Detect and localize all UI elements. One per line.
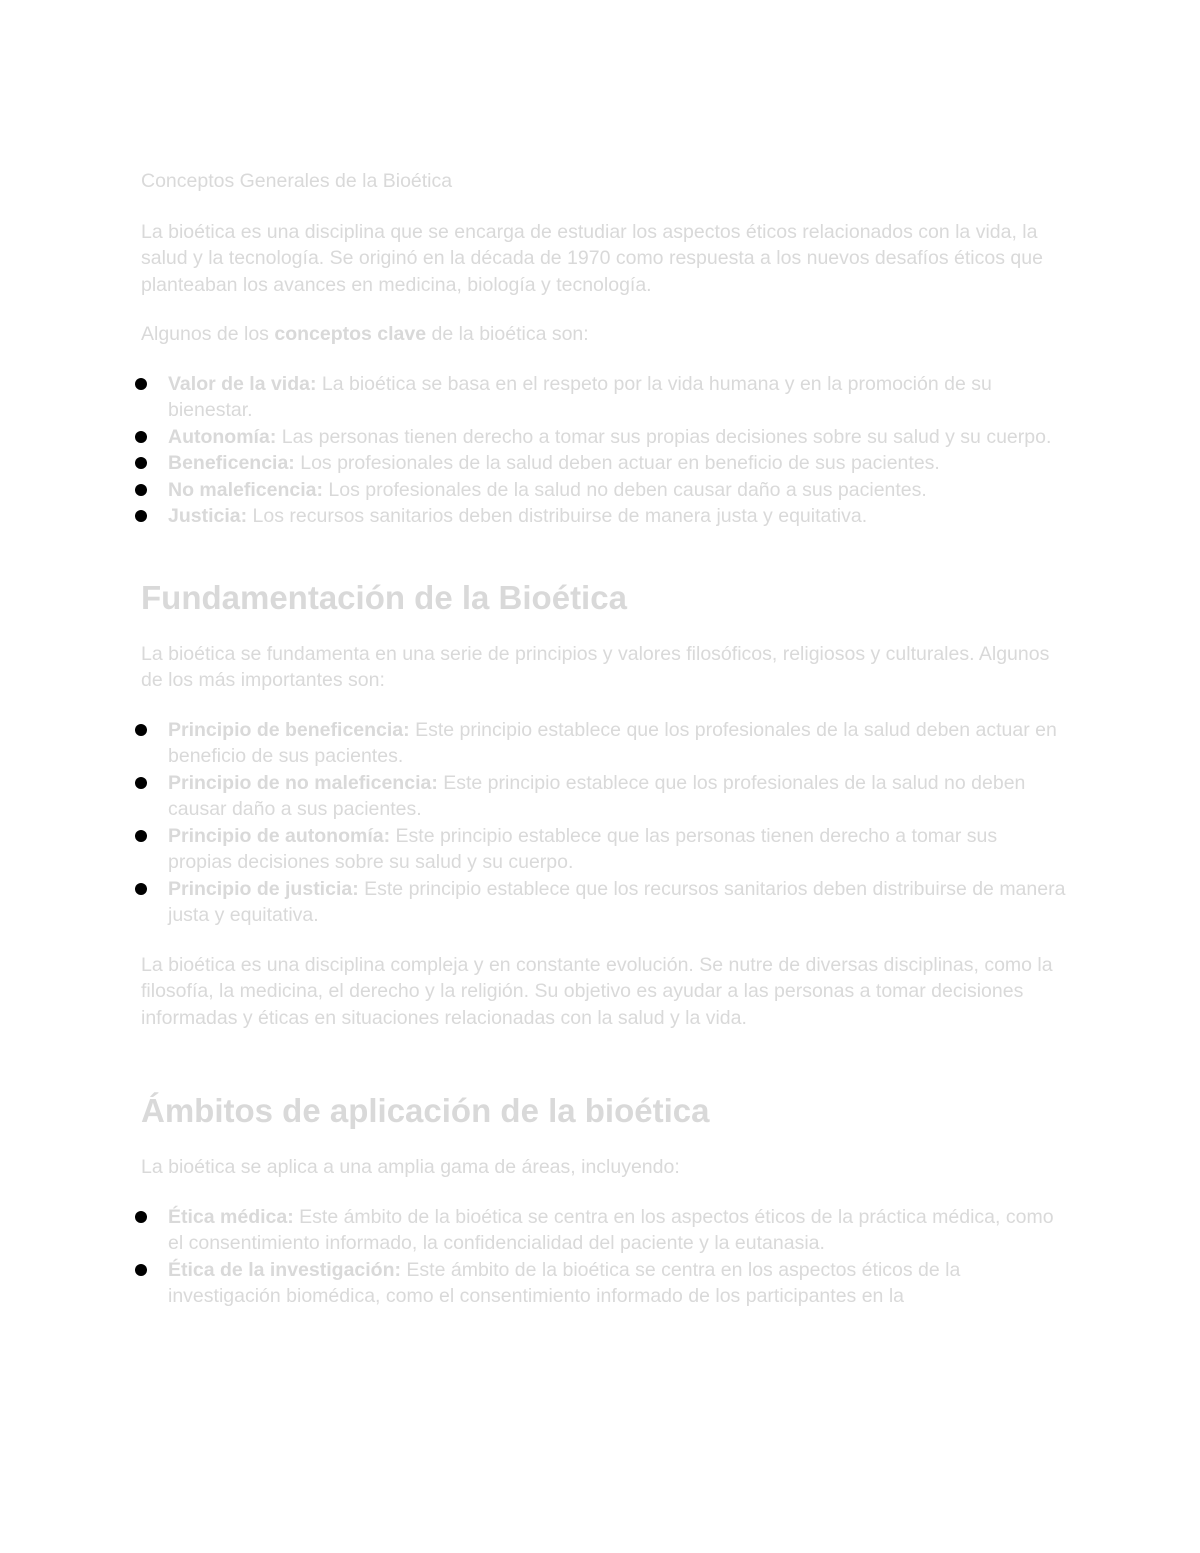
bullet-icon <box>135 830 147 842</box>
list-item <box>141 876 1066 929</box>
list-item-text: Este ámbito de la bioética se centra en los aspectos éticos de la práctica médica, como el consentimiento informado, la confidencialidad del paciente y la eutanasia. <box>168 1205 1054 1254</box>
ambitos-list <box>141 1204 1066 1310</box>
fundamentacion-closing: La bioética es una disciplina compleja y en constante evolución. Se nutre de diversas disciplinas, como la filosofía, la medicina, el derecho y la religión. Su objetivo es ayudar a las personas a tomar decisiones informadas y éticas en situaciones relacionadas con la salud y la vida. <box>141 953 1053 1029</box>
list-item <box>141 503 1066 530</box>
bullet-icon <box>135 1264 147 1276</box>
bullet-icon <box>135 1211 147 1223</box>
list-item-term: Principio de justicia: <box>168 877 359 900</box>
list-item-text: Este principio establece que los recursos sanitarios deben distribuirse de manera justa y equitativa. <box>168 877 1066 926</box>
intro-paragraph: La bioética es una disciplina que se encarga de estudiar los aspectos éticos relacionados con la vida, la salud y la tecnología. Se originó en la década de 1970 como respuesta a los nuevos desafíos éticos que planteaban los avances en medicina, biología y tecnología. <box>141 220 1043 296</box>
list-item-text: Los recursos sanitarios deben distribuirse de manera justa y equitativa. <box>247 505 868 527</box>
fundamentacion-intro: La bioética se fundamenta en una serie de principios y valores filosóficos, religiosos y culturales. Algunos de los más importantes son: <box>141 642 1050 691</box>
list-item-text: Este principio establece que los profesionales de la salud no deben causar daño a sus pacientes. <box>168 771 1026 820</box>
list-item-term: Valor de la vida: <box>168 372 317 395</box>
list-item-text: Este ámbito de la bioética se centra en los aspectos éticos de la investigación biomédica, como el consentimiento informado de los participantes en la <box>168 1258 961 1307</box>
list-item <box>141 823 1066 876</box>
key-concepts-lead <box>141 321 1066 348</box>
bullet-icon <box>135 510 147 522</box>
principles-list <box>141 717 1066 929</box>
list-item <box>141 371 1066 424</box>
list-item <box>141 424 1066 451</box>
list-item-term: Justicia: <box>168 505 248 527</box>
list-item <box>141 450 1066 477</box>
bullet-icon <box>135 883 147 895</box>
list-item-text: Los profesionales de la salud deben actuar en beneficio de sus pacientes. <box>294 452 940 474</box>
lead-text-bold: conceptos clave <box>274 323 427 345</box>
list-item-term: Principio de autonomía: <box>168 824 391 847</box>
list-item <box>141 770 1066 823</box>
list-item <box>141 477 1066 504</box>
lead-text-after: de la bioética son: <box>426 323 589 345</box>
document-title: Conceptos Generales de la Bioética <box>141 170 453 192</box>
section-heading-ambitos: Ámbitos de aplicación de la bioética <box>141 1092 710 1129</box>
list-item-text: La bioética se basa en el respeto por la vida humana y en la promoción de su bienestar. <box>168 372 992 421</box>
bullet-icon <box>135 724 147 736</box>
list-item-term: No maleficencia: <box>168 478 323 501</box>
ambitos-intro: La bioética se aplica a una amplia gama de áreas, incluyendo: <box>141 1156 680 1178</box>
list-item-text: Este principio establece que los profesionales de la salud deben actuar en beneficio de sus pacientes. <box>168 718 1057 767</box>
list-item-text: Este principio establece que las personas tienen derecho a tomar sus propias decisiones sobre su salud y su cuerpo. <box>168 824 998 873</box>
bullet-icon <box>135 777 147 789</box>
list-item-term: Autonomía: <box>168 425 277 448</box>
key-concepts-list <box>141 371 1066 530</box>
list-item <box>141 1257 1066 1310</box>
list-item-term: Ética médica: <box>168 1205 294 1228</box>
list-item-text: Los profesionales de la salud no deben causar daño a sus pacientes. <box>322 478 927 501</box>
bullet-icon <box>135 484 147 496</box>
bullet-icon <box>135 378 147 390</box>
list-item <box>141 1204 1066 1257</box>
document-page <box>141 168 1066 1310</box>
list-item-term: Principio de no maleficencia: <box>168 771 438 794</box>
bullet-icon <box>135 457 147 469</box>
bullet-icon <box>135 431 147 443</box>
list-item-term: Beneficencia: <box>168 452 295 474</box>
list-item-term: Ética de la investigación: <box>168 1258 401 1281</box>
lead-text-before: Algunos de los <box>141 323 275 345</box>
list-item-term: Principio de beneficencia: <box>168 718 410 741</box>
list-item-text: Las personas tienen derecho a tomar sus propias decisiones sobre su salud y su cuerpo. <box>276 425 1052 448</box>
list-item <box>141 717 1066 770</box>
section-heading-fundamentacion: Fundamentación de la Bioética <box>141 578 627 616</box>
